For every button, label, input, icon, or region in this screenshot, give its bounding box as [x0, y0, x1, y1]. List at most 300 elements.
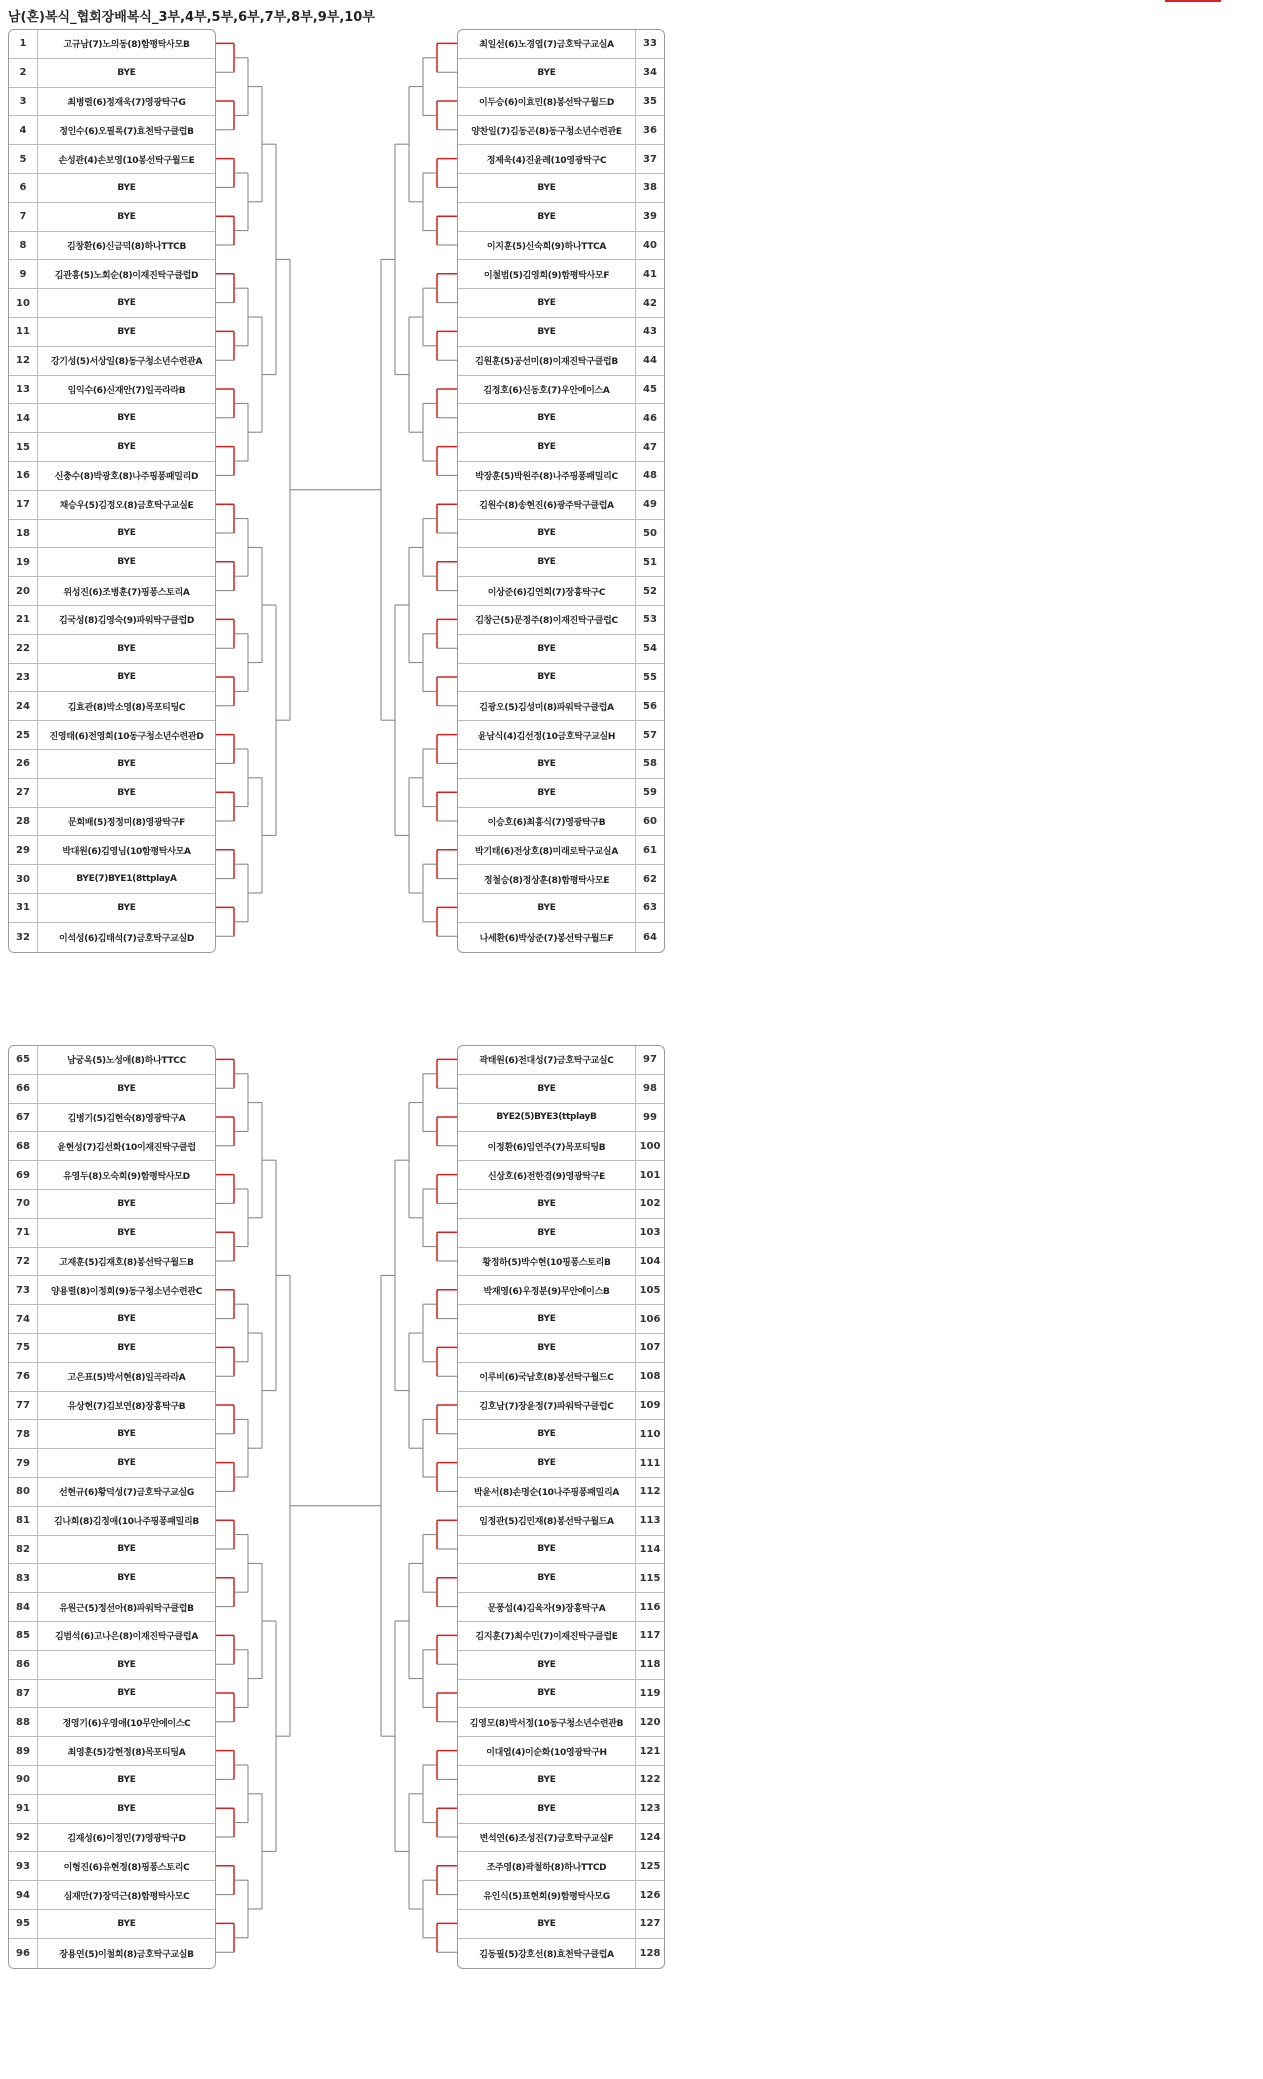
draw-entry — [9, 1449, 215, 1478]
draw-entry — [9, 433, 215, 462]
entry-seed: 105 — [635, 1276, 664, 1304]
draw-entry — [458, 1104, 664, 1133]
entry-seed: 19 — [9, 548, 38, 576]
entry-team: BYE — [537, 1227, 556, 1238]
entry-team: BYE — [117, 1573, 136, 1584]
entry-seed: 103 — [635, 1219, 664, 1247]
draw-entry — [458, 1795, 664, 1824]
entry-team: 변석연(6)조성진(7)금호탁구교실F — [479, 1833, 614, 1844]
entry-seed: 22 — [9, 635, 38, 663]
draw-entry — [9, 1104, 215, 1133]
draw-entry — [9, 1276, 215, 1305]
draw-entry — [9, 1507, 215, 1536]
entry-seed: 98 — [635, 1075, 664, 1103]
entry-team: 이지훈(5)신숙희(9)하나TTCA — [486, 241, 607, 252]
draw-entry — [458, 1824, 664, 1853]
entry-team: 이정환(6)임연주(7)목포티팅B — [487, 1142, 606, 1153]
entry-seed: 37 — [635, 145, 664, 173]
bracket-block-3 — [8, 1045, 216, 1969]
draw-entry — [9, 203, 215, 232]
entry-team: BYE — [117, 1458, 136, 1469]
entry-seed: 93 — [9, 1852, 38, 1880]
entry-team: BYE(7)BYE1(8ttplayA — [76, 874, 177, 885]
entry-seed: 20 — [9, 577, 38, 605]
draw-entry — [9, 865, 215, 894]
entry-team: 김영모(8)박서정(10동구청소년수련관B — [469, 1718, 624, 1729]
entry-team: 곽태원(6)전대성(7)금호탁구교실C — [479, 1056, 614, 1067]
entry-team: 문희배(5)정정미(8)영광탁구F — [68, 817, 185, 828]
entry-team: 고은표(5)박서현(8)일곡라라A — [67, 1373, 186, 1384]
entry-seed: 66 — [9, 1075, 38, 1103]
entry-team: 이대엽(4)이순화(10영광탁구H — [486, 1747, 607, 1758]
entry-team: 유상현(7)김보연(8)장흥탁구B — [67, 1401, 186, 1412]
entry-team: BYE — [117, 67, 136, 78]
entry-seed: 84 — [9, 1593, 38, 1621]
entry-seed: 77 — [9, 1392, 38, 1420]
entry-team: 이형진(6)유현정(8)핑퐁스토리C — [63, 1862, 190, 1873]
entry-team: 정영기(6)우영애(10무안에이스C — [62, 1718, 191, 1729]
entry-team: 김병기(5)김현숙(8)영광탁구A — [67, 1113, 186, 1124]
draw-entry — [458, 721, 664, 750]
entry-team: 신충수(8)박광호(8)나주핑퐁패밀리D — [54, 472, 199, 483]
entry-team: BYE — [117, 413, 136, 424]
draw-entry — [458, 1708, 664, 1737]
draw-entry — [458, 1852, 664, 1881]
entry-seed: 10 — [9, 289, 38, 317]
draw-entry — [9, 88, 215, 117]
draw-entry — [458, 1161, 664, 1190]
entry-seed: 25 — [9, 721, 38, 749]
entry-seed: 26 — [9, 750, 38, 778]
draw-entry — [9, 1737, 215, 1766]
bracket-block-4 — [457, 1045, 665, 1969]
entry-seed: 14 — [9, 404, 38, 432]
entry-seed: 1 — [9, 30, 38, 58]
draw-entry — [9, 1334, 215, 1363]
entry-seed: 3 — [9, 88, 38, 116]
draw-entry — [458, 1651, 664, 1680]
entry-team: 김창환(6)신금덕(8)하나TTCB — [66, 241, 187, 252]
draw-entry — [458, 1449, 664, 1478]
entry-team: 선현규(6)황덕성(7)금호탁구교실G — [59, 1488, 194, 1499]
draw-entry — [458, 923, 664, 952]
entry-team: BYE — [537, 1803, 556, 1814]
draw-entry — [458, 1305, 664, 1334]
draw-entry — [458, 1507, 664, 1536]
draw-entry — [458, 462, 664, 491]
draw-entry — [9, 577, 215, 606]
draw-entry — [9, 1478, 215, 1507]
entry-team: BYE — [117, 1227, 136, 1238]
entry-team: BYE — [537, 1429, 556, 1440]
entry-seed: 72 — [9, 1248, 38, 1276]
draw-entry — [9, 520, 215, 549]
draw-entry — [458, 59, 664, 88]
entry-team: 김관홍(5)노회순(8)이재진탁구클럽D — [54, 270, 199, 281]
entry-team: 김효관(8)박소영(8)목포티팅C — [67, 702, 186, 713]
entry-team: BYE — [117, 1688, 136, 1699]
entry-seed: 122 — [635, 1766, 664, 1794]
entry-team: 박기태(6)전상호(8)미래로탁구교실A — [475, 846, 618, 857]
entry-team: 김나희(8)김정애(10나주핑퐁패밀리B — [53, 1517, 199, 1528]
entry-team: BYE — [537, 413, 556, 424]
draw-entry — [9, 1939, 215, 1968]
entry-team: BYE — [117, 442, 136, 453]
entry-team: 최영훈(5)강현정(8)목포티팅A — [67, 1747, 186, 1758]
entry-seed: 117 — [635, 1622, 664, 1650]
entry-seed: 34 — [635, 59, 664, 87]
entry-team: BYE — [537, 182, 556, 193]
entry-seed: 47 — [635, 433, 664, 461]
draw-entry — [458, 692, 664, 721]
entry-seed: 38 — [635, 174, 664, 202]
entry-team: BYE — [537, 902, 556, 913]
entry-seed: 4 — [9, 116, 38, 144]
draw-entry — [9, 1075, 215, 1104]
entry-seed: 87 — [9, 1680, 38, 1708]
entry-team: 김호남(7)장윤정(7)파워탁구클럽C — [479, 1401, 614, 1412]
entry-team: BYE — [117, 787, 136, 798]
draw-entry — [9, 1190, 215, 1219]
entry-team: BYE — [537, 298, 556, 309]
entry-seed: 23 — [9, 664, 38, 692]
draw-entry — [458, 1334, 664, 1363]
draw-entry — [9, 779, 215, 808]
draw-entry — [9, 894, 215, 923]
entry-team: BYE — [117, 1918, 136, 1929]
entry-team: BYE — [537, 787, 556, 798]
entry-seed: 109 — [635, 1392, 664, 1420]
entry-team: 김원수(8)송현진(6)광주탁구클럽A — [479, 501, 614, 512]
entry-seed: 112 — [635, 1478, 664, 1506]
draw-entry — [458, 1075, 664, 1104]
entry-seed: 126 — [635, 1881, 664, 1909]
entry-team: BYE — [117, 1544, 136, 1555]
entry-seed: 27 — [9, 779, 38, 807]
entry-team: BYE — [537, 1774, 556, 1785]
entry-seed: 29 — [9, 836, 38, 864]
entry-team: BYE — [117, 182, 136, 193]
draw-entry — [9, 1305, 215, 1334]
entry-team: BYE — [537, 67, 556, 78]
entry-seed: 113 — [635, 1507, 664, 1535]
entry-team: 고규남(7)노의동(8)함평탁사모B — [63, 40, 190, 51]
entry-seed: 41 — [635, 260, 664, 288]
entry-seed: 102 — [635, 1190, 664, 1218]
entry-team: BYE — [537, 442, 556, 453]
draw-entry — [458, 548, 664, 577]
entry-team: 이석성(6)김태석(7)금호탁구교실D — [58, 933, 195, 944]
draw-entry — [458, 1392, 664, 1421]
entry-seed: 11 — [9, 318, 38, 346]
entry-seed: 13 — [9, 376, 38, 404]
entry-team: 김창근(5)문정주(8)이재진탁구클럽C — [475, 616, 618, 627]
entry-seed: 125 — [635, 1852, 664, 1880]
entry-seed: 64 — [635, 923, 664, 952]
entry-team: BYE — [117, 902, 136, 913]
draw-entry — [458, 664, 664, 693]
entry-seed: 108 — [635, 1363, 664, 1391]
entry-team: 이상준(6)김연희(7)장흥탁구C — [487, 587, 606, 598]
entry-seed: 63 — [635, 894, 664, 922]
entry-seed: 45 — [635, 376, 664, 404]
entry-seed: 50 — [635, 520, 664, 548]
draw-entry — [458, 88, 664, 117]
entry-seed: 79 — [9, 1449, 38, 1477]
draw-entry — [9, 1536, 215, 1565]
entry-team: BYE — [117, 1342, 136, 1353]
draw-entry — [458, 1478, 664, 1507]
entry-team: BYE — [537, 1458, 556, 1469]
draw-entry — [458, 376, 664, 405]
draw-entry — [9, 289, 215, 318]
entry-seed: 6 — [9, 174, 38, 202]
entry-team: BYE — [537, 1314, 556, 1325]
draw-entry — [458, 1564, 664, 1593]
entry-seed: 107 — [635, 1334, 664, 1362]
entry-seed: 36 — [635, 116, 664, 144]
entry-seed: 120 — [635, 1708, 664, 1736]
entry-seed: 88 — [9, 1708, 38, 1736]
entry-seed: 123 — [635, 1795, 664, 1823]
draw-entry — [458, 347, 664, 376]
entry-team: 장용연(5)이철희(8)금호탁구교실B — [59, 1949, 194, 1960]
entry-seed: 94 — [9, 1881, 38, 1909]
entry-team: 박장훈(5)박원주(8)나주핑퐁패밀리C — [475, 472, 618, 483]
draw-entry — [9, 1593, 215, 1622]
entry-seed: 58 — [635, 750, 664, 778]
entry-team: 김동필(5)강호선(8)효천탁구클럽A — [479, 1949, 614, 1960]
entry-team: BYE — [537, 758, 556, 769]
entry-team: 남궁옥(5)노성애(8)하나TTCC — [67, 1056, 186, 1067]
entry-seed: 16 — [9, 462, 38, 490]
entry-team: BYE — [117, 298, 136, 309]
draw-entry — [9, 404, 215, 433]
draw-entry — [458, 520, 664, 549]
entry-team: 박윤서(8)손명순(10나주핑퐁패밀리A — [473, 1488, 620, 1499]
entry-team: BYE — [117, 643, 136, 654]
draw-entry — [458, 1046, 664, 1075]
draw-entry — [9, 1046, 215, 1075]
entry-team: 유영두(8)오숙희(9)함평탁사모D — [63, 1171, 190, 1182]
draw-entry — [458, 1536, 664, 1565]
draw-entry — [458, 1766, 664, 1795]
draw-entry — [9, 923, 215, 952]
entry-team: BYE2(5)BYE3(ttplayB — [496, 1112, 597, 1123]
entry-seed: 97 — [635, 1046, 664, 1074]
draw-entry — [9, 491, 215, 520]
draw-entry — [9, 692, 215, 721]
draw-entry — [9, 1824, 215, 1853]
entry-team: BYE — [117, 1803, 136, 1814]
draw-entry — [458, 779, 664, 808]
draw-entry — [9, 30, 215, 59]
draw-entry — [9, 232, 215, 261]
entry-team: BYE — [537, 211, 556, 222]
entry-team: 김원훈(5)공선미(8)이재진탁구클럽B — [475, 357, 618, 368]
draw-entry — [458, 808, 664, 837]
draw-entry — [9, 1766, 215, 1795]
draw-entry — [9, 1852, 215, 1881]
entry-seed: 24 — [9, 692, 38, 720]
draw-entry — [458, 30, 664, 59]
entry-seed: 124 — [635, 1824, 664, 1852]
entry-team: 윤현성(7)김선화(10이재진탁구클럽 — [57, 1142, 196, 1153]
entry-team: BYE — [537, 326, 556, 337]
entry-team: BYE — [537, 672, 556, 683]
entry-seed: 61 — [635, 836, 664, 864]
draw-entry — [9, 721, 215, 750]
entry-seed: 111 — [635, 1449, 664, 1477]
entry-team: 김지훈(7)최수민(7)이재진탁구클럽E — [475, 1632, 618, 1643]
entry-seed: 18 — [9, 520, 38, 548]
entry-seed: 83 — [9, 1564, 38, 1592]
entry-seed: 101 — [635, 1161, 664, 1189]
draw-entry — [458, 404, 664, 433]
entry-team: 조주영(8)곽철하(8)하나TTCD — [486, 1862, 607, 1873]
entry-seed: 42 — [635, 289, 664, 317]
draw-entry — [9, 1708, 215, 1737]
draw-entry — [458, 145, 664, 174]
entry-team: 고재훈(5)김재호(8)봉선탁구월드B — [59, 1257, 194, 1268]
entry-team: 박대원(6)김영님(10함평탁사모A — [62, 846, 191, 857]
entry-team: BYE — [537, 557, 556, 568]
draw-entry — [9, 347, 215, 376]
draw-entry — [458, 606, 664, 635]
entry-seed: 44 — [635, 347, 664, 375]
entry-team: BYE — [117, 1198, 136, 1209]
entry-seed: 15 — [9, 433, 38, 461]
draw-entry — [458, 174, 664, 203]
entry-seed: 12 — [9, 347, 38, 375]
entry-team: BYE — [537, 1198, 556, 1209]
draw-entry — [458, 1910, 664, 1939]
draw-entry — [458, 750, 664, 779]
entry-team: 양용렬(8)이정희(9)동구청소년수련관C — [51, 1286, 202, 1297]
draw-entry — [458, 260, 664, 289]
entry-team: 김국성(8)김영숙(9)파워탁구클럽D — [58, 616, 195, 627]
draw-entry — [9, 174, 215, 203]
draw-entry — [458, 232, 664, 261]
entry-seed: 118 — [635, 1651, 664, 1679]
entry-seed: 32 — [9, 923, 38, 952]
entry-team: 나세환(6)박상준(7)봉선탁구월드F — [479, 933, 614, 944]
draw-entry — [9, 635, 215, 664]
entry-seed: 40 — [635, 232, 664, 260]
entry-team: BYE — [537, 528, 556, 539]
entry-team: 윤남식(4)김선정(10금호탁구교실H — [477, 731, 616, 742]
entry-team: BYE — [117, 528, 136, 539]
entry-seed: 96 — [9, 1939, 38, 1968]
entry-team: BYE — [117, 672, 136, 683]
draw-entry — [9, 1622, 215, 1651]
draw-entry — [458, 1881, 664, 1910]
entry-seed: 99 — [635, 1104, 664, 1132]
entry-seed: 70 — [9, 1190, 38, 1218]
draw-entry — [9, 750, 215, 779]
draw-entry — [458, 1190, 664, 1219]
entry-team: 최일선(6)노경엽(7)금호탁구교실A — [479, 40, 614, 51]
entry-team: 황정하(5)박수현(10핑퐁스토리B — [482, 1257, 611, 1268]
entry-team: 임정관(5)김민재(8)봉선탁구월드A — [479, 1517, 614, 1528]
entry-seed: 106 — [635, 1305, 664, 1333]
page-title: 남(혼)복식_협회장배복식_3부,4부,5부,6부,7부,8부,9부,10부 — [8, 10, 375, 25]
entry-seed: 33 — [635, 30, 664, 58]
draw-entry — [9, 1564, 215, 1593]
entry-team: 김재성(6)이정민(7)영광탁구D — [67, 1833, 186, 1844]
draw-entry — [458, 1420, 664, 1449]
draw-entry — [458, 1132, 664, 1161]
entry-team: BYE — [117, 758, 136, 769]
draw-entry — [9, 59, 215, 88]
entry-seed: 28 — [9, 808, 38, 836]
entry-seed: 52 — [635, 577, 664, 605]
entry-seed: 57 — [635, 721, 664, 749]
entry-seed: 54 — [635, 635, 664, 663]
entry-team: BYE — [117, 1659, 136, 1670]
entry-seed: 7 — [9, 203, 38, 231]
entry-seed: 90 — [9, 1766, 38, 1794]
entry-seed: 115 — [635, 1564, 664, 1592]
draw-entry — [9, 462, 215, 491]
entry-team: 문풍섭(4)김육자(9)장흥탁구A — [487, 1603, 606, 1614]
entry-seed: 21 — [9, 606, 38, 634]
entry-team: 정제욱(4)진윤례(10영광탁구C — [486, 155, 607, 166]
draw-entry — [458, 894, 664, 923]
entry-team: 강기성(5)서상일(8)동구청소년수련관A — [50, 357, 203, 368]
entry-seed: 2 — [9, 59, 38, 87]
entry-team: 이두승(6)이효민(8)봉선탁구월드D — [478, 97, 615, 108]
entry-team: 김광오(5)김성미(8)파워탁구클럽A — [479, 702, 614, 713]
entry-seed: 116 — [635, 1593, 664, 1621]
draw-entry — [458, 1680, 664, 1709]
entry-team: 이승호(6)최흥식(7)영광탁구B — [487, 817, 606, 828]
entry-team: BYE — [537, 1918, 556, 1929]
entry-seed: 8 — [9, 232, 38, 260]
entry-seed: 35 — [635, 88, 664, 116]
entry-seed: 59 — [635, 779, 664, 807]
entry-seed: 78 — [9, 1420, 38, 1448]
entry-seed: 65 — [9, 1046, 38, 1074]
entry-team: BYE — [117, 211, 136, 222]
entry-seed: 9 — [9, 260, 38, 288]
entry-team: BYE — [537, 1544, 556, 1555]
entry-seed: 91 — [9, 1795, 38, 1823]
entry-team: 임익수(6)신재안(7)일곡라라B — [67, 385, 186, 396]
entry-seed: 75 — [9, 1334, 38, 1362]
entry-seed: 53 — [635, 606, 664, 634]
entry-team: 채승우(5)김정오(8)금호탁구교실E — [59, 501, 194, 512]
entry-team: 신상호(6)전한겸(9)영광탁구E — [488, 1171, 605, 1182]
draw-entry — [9, 376, 215, 405]
draw-entry — [9, 1219, 215, 1248]
entry-seed: 81 — [9, 1507, 38, 1535]
draw-entry — [9, 808, 215, 837]
entry-team: 유인식(5)표현희(9)함평탁사모G — [483, 1891, 610, 1902]
draw-entry — [458, 203, 664, 232]
draw-entry — [458, 1593, 664, 1622]
entry-team: BYE — [117, 1314, 136, 1325]
draw-entry — [458, 1248, 664, 1277]
entry-team: BYE — [117, 1429, 136, 1440]
draw-entry — [9, 1680, 215, 1709]
entry-seed: 114 — [635, 1536, 664, 1564]
entry-team: 정인수(6)오필록(7)효천탁구클럽B — [59, 126, 194, 137]
entry-seed: 39 — [635, 203, 664, 231]
draw-entry — [458, 836, 664, 865]
draw-entry — [458, 1276, 664, 1305]
entry-seed: 71 — [9, 1219, 38, 1247]
